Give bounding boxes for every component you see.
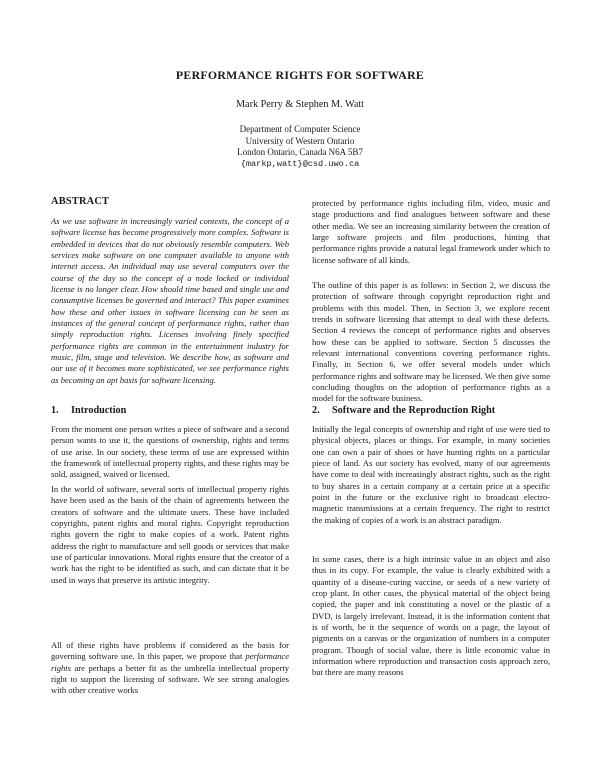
section-1-heading xyxy=(51,405,126,416)
affiliation-university: University of Western Ontario xyxy=(245,135,355,146)
section-2-paragraph-2: In some cases, there is a high intrinsic value in an object and also thus in its copy. For example, the value is clearly exhibited with a quantity of a disease-curing vaccine, or seeds of a new variety of crop plant. In other cases, the physical material of the object being copied, the paper and ink constituting a novel or the plastic of a DVD, is largely irrelevant. Instead, it is the information content that is of worth, be it the sequence of words on a page, the layout of pigments on a canvas or the organization of numbers in a computer program. Though of social value, there is little economic value in information where reproduction and transaction costs approach zero, but there are many reasons xyxy=(312,554,550,678)
section-2-heading xyxy=(312,405,495,416)
paper-title: PERFORMANCE RIGHTS FOR SOFTWARE xyxy=(175,68,425,82)
section-2-number: 2. xyxy=(312,405,320,416)
affiliation-location: London Ontario, Canada N6A 5B7 xyxy=(237,147,363,158)
affiliation-dept: Department of Computer Science xyxy=(239,124,361,134)
section-1-number: 1. xyxy=(51,405,59,416)
intro-continuation-paragraph: protected by performance rights including film, video, music and stage productions and find analogues between software and these other media. We see an increasing similarity between the creation of large software projects and film productions, hinting that performance rights provide a natural legal framework under which to license software of all kinds. xyxy=(312,198,550,265)
paper-authors: Mark Perry & Stephen M. Watt xyxy=(235,99,364,110)
section-1-paragraph-1: From the moment one person writes a piece of software and a second person wants to use it, the questions of ownership, rights and terms of use arise. In our society, these terms of use are expressed within the framework of intellectual property rights, and these rights may be sold, assigned, waived or licensed. xyxy=(51,424,289,480)
section-2-paragraph-1: Initially the legal concepts of ownership and right of use were tied to physical objects, places or things. For example, in many societies one can own a pair of shoes or have hunting rights on a particular piece of land. As our society has evolved, many of our agreements have come to deal with increasingly abstract rights, such as the right to buy shares in a certain company at a certain price at a specific point in the future or the exclusive right to broadcast electro-magnetic transmissions at a certain frequency. The right to restrict the making of copies of a work is an abstract paradigm. xyxy=(312,424,550,525)
section-1-paragraph-3 xyxy=(51,640,289,697)
section-2-title: Software and the Reproduction Right xyxy=(332,405,496,416)
section-1-title: Introduction xyxy=(71,405,127,416)
performance-rights-emphasis: performance rights xyxy=(51,651,289,673)
affiliation-email: {markp,watt}@csd.uwo.ca xyxy=(240,158,360,169)
section-1-paragraph-2: In the world of software, several sorts of intellectual property rights have been used as the basis of the chain of agreements between the creators of software and the ultimate users. These have included copyrights, patent rights and moral rights. Copyright reproduction rights govern the right to make copies of a work. Patent rights address the right to manufacture and sell goods or services that make use of particular innovations. Moral rights ensure that the creator of a work has the right to be identified as such, and can dictate that it be used in ways that preserve its artistic integrity. xyxy=(51,484,289,585)
affiliation-block xyxy=(0,124,600,170)
abstract-text: As we use software in increasingly varied contexts, the concept of a software license has become progressively more complex. Software is embedded in devices that do not obviously resemble computers. Web services make software on one computer available to anyone with internet access. An individual may use several computers over the course of the day so the concept of a node locked or individual license is no longer clear. How should time based and single use and consumptive licenses be governed and interact? This paper examines how these and other issues in software licensing can be seen as instances of the general concept of performance rights, rather than simply reproduction rights. Licenses involving finely specified performance rights are common in the entertainment industry for music, film, stage and television. We describe how, as software and our use of it becomes more sophisticated, we see performance rights as becoming an apt basis for software licensing. xyxy=(51,216,289,385)
section-1-paragraph-3-b: are perhaps a better fit as the umbrella intellectual property right to support the licensing of software. We see strong analogies with other creative works xyxy=(51,662,289,696)
abstract-heading: ABSTRACT xyxy=(51,196,110,207)
outline-paragraph: The outline of this paper is as follows: in Section 2, we discuss the protection of software through copyright reproduction right and problems with this model. Then, in Section 3, we explore recent trends in software licensing that attempt to deal with these defects. Section 4 reviews the concept of performance rights and observes how these can be applied to software. Section 5 discusses the relevant international conventions covering performance rights. Finally, in Section 6, we offer several models under which performance rights and software may be licensed. We then give some concluding thoughts on the adoption of performance rights as a model for the software business. xyxy=(312,280,550,404)
section-1-paragraph-3-a: All of these rights have problems if considered as the basis for governing software use. In this paper, we propose that xyxy=(51,640,289,662)
